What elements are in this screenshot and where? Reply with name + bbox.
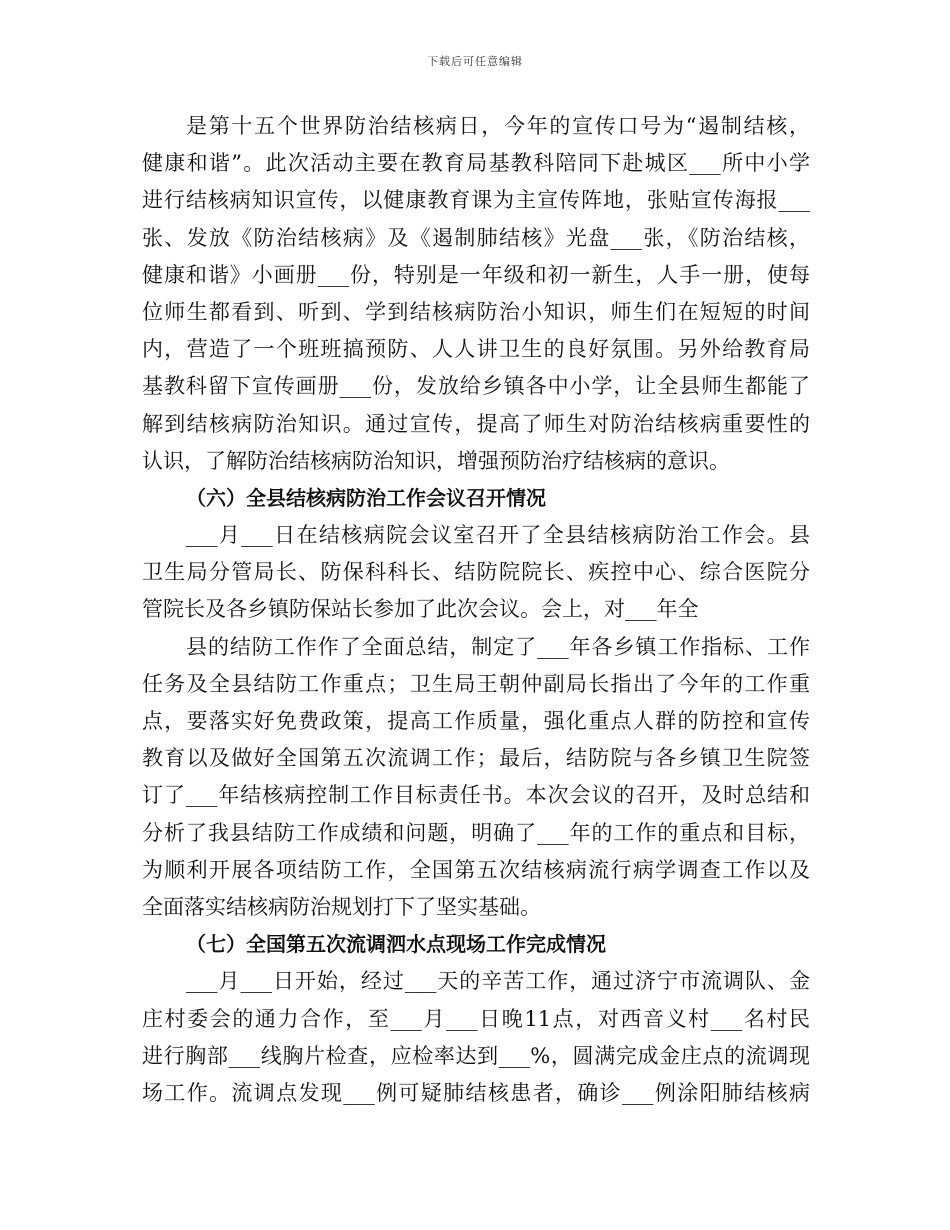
text-line: 健康和谐》小画册___份，特别是一年级和初一新生，人手一册，使每 (142, 262, 810, 287)
text-line: ___月___日在结核病院会议室召开了全县结核病防治工作会。县 (186, 523, 810, 548)
text-line: 是第十五个世界防治结核病日，今年的宣传口号为“遏制结核， (186, 114, 810, 138)
text-line: 解到结核病防治知识。通过宣传，提高了师生对防治结核病重要性的 (142, 411, 810, 436)
text-line: 为顺利开展各项结防工作，全国第五次结核病流行病学调查工作以及 (142, 857, 810, 882)
section-heading-6: （六）全县结核病防治工作会议召开情况 (186, 485, 546, 510)
paragraph-block-7 (142, 963, 810, 1112)
text-line: 订了___年结核病控制工作目标责任书。本次会议的召开，及时总结和 (142, 783, 810, 808)
text-line: 任务及全县结防工作重点；卫生局王朝仲副局长指出了今年的工作重 (142, 671, 810, 696)
text-line: 场工作。流调点发现___例可疑肺结核患者，确诊___例涂阳肺结核病 (142, 1080, 810, 1105)
text-line: 分析了我县结防工作成绩和问题，明确了___年的工作的重点和目标， (142, 820, 810, 845)
section-heading-7: （七）全国第五次流调泗水点现场工作完成情况 (186, 932, 606, 957)
text-line: 基教科留下宣传画册___份，发放给乡镇各中小学，让全县师生都能了 (142, 374, 810, 399)
text-line: 认识，了解防治结核病防治知识，增强预防治疗结核病的意识。 (142, 448, 730, 473)
text-line: 卫生局分管局长、防保科科长、结防院院长、疾控中心、综合医院分 (142, 560, 810, 585)
document-body (142, 108, 810, 1112)
text-line: 进行胸部___线胸片检查，应检率达到___%，圆满完成金庄点的流调现 (142, 1043, 810, 1068)
text-line: 张、发放《防治结核病》及《遏制肺结核》光盘___张，《防治结核， (142, 225, 810, 250)
text-line: ___月___日开始，经过___天的辛苦工作，通过济宁市流调队、金 (186, 969, 810, 994)
text-line: 教育以及做好全国第五次流调工作；最后，结防院与各乡镇卫生院签 (142, 746, 810, 771)
paragraph-block-1 (142, 108, 810, 480)
page-header: 下载后可任意编辑 (427, 55, 523, 68)
text-line: 全面落实结核病防治规划打下了坚实基础。 (142, 894, 541, 919)
text-line: 庄村委会的通力合作，至___月___日晚11点，对西音义村___名村民 (142, 1006, 810, 1031)
paragraph-block-6 (142, 517, 810, 926)
text-line: 位师生都看到、听到、学到结核病防治小知识，师生们在短短的时间 (142, 299, 810, 324)
text-line: 进行结核病知识宣传，以健康教育课为主宣传阵地，张贴宣传海报___ (142, 188, 810, 213)
text-line: 点，要落实好免费政策，提高工作质量，强化重点人群的防控和宣传 (142, 709, 810, 733)
text-line: 内，营造了一个班班搞预防、人人讲卫生的良好氛围。另外给教育局 (142, 337, 810, 362)
text-line: 管院长及各乡镇防保站长参加了此次会议。会上，对___年全 (142, 597, 699, 622)
text-line: 健康和谐”。此次活动主要在教育局基教科陪同下赴城区___所中小学 (142, 151, 810, 176)
text-line: 县的结防工作作了全面总结，制定了___年各乡镇工作指标、工作 (186, 634, 810, 659)
